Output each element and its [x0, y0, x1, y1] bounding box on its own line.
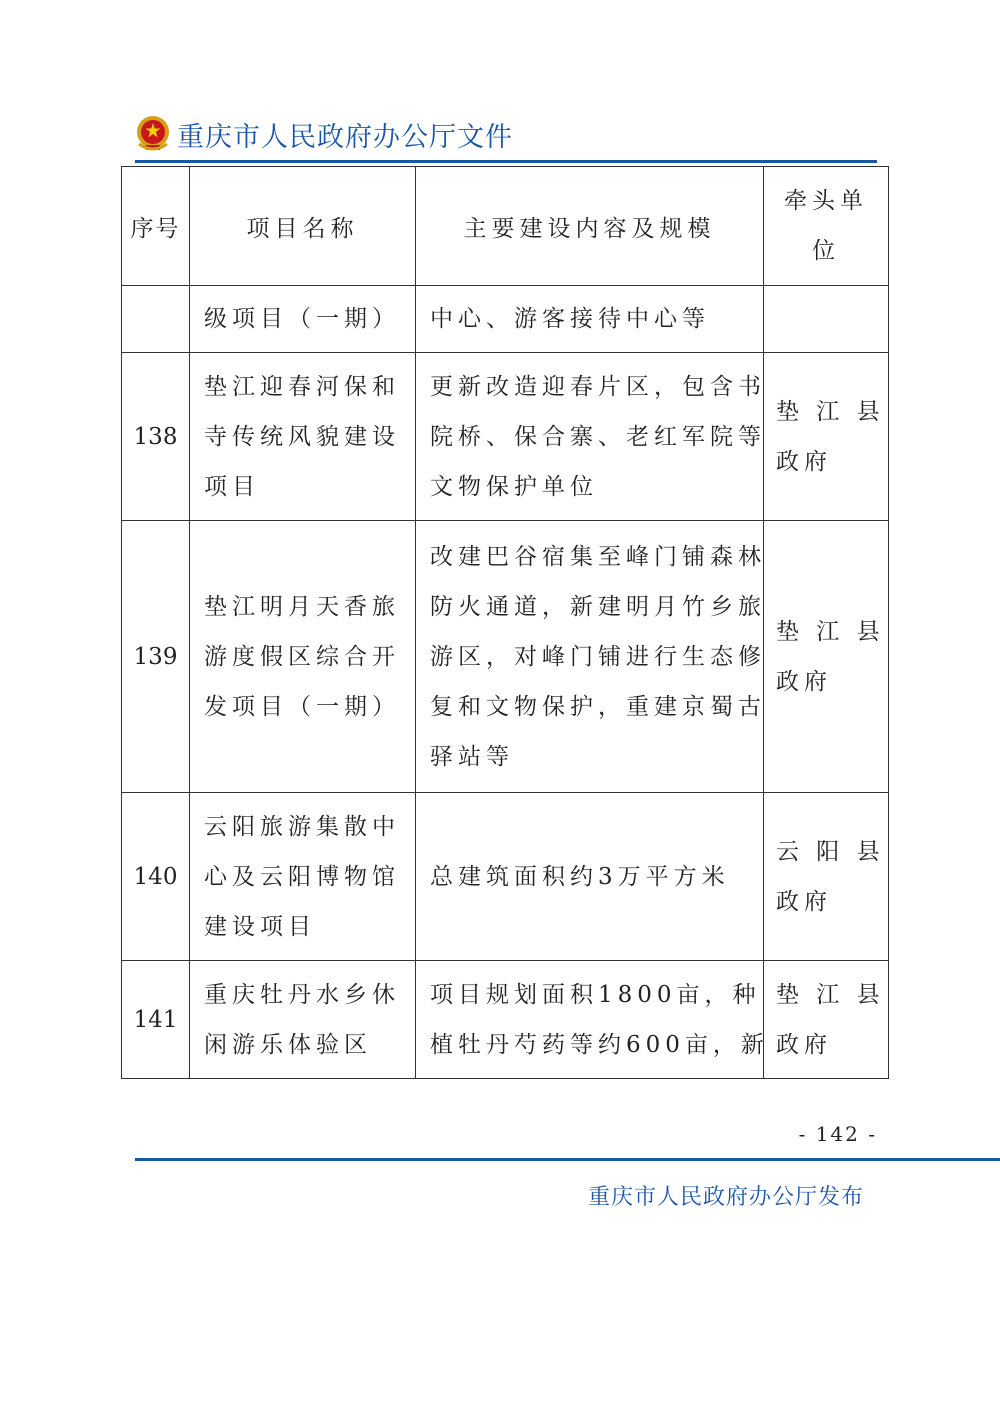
- cell-content: [416, 793, 764, 961]
- cell-project-name-line: 寺传统风貌建设: [204, 423, 400, 450]
- table-row: [122, 353, 889, 521]
- cell-content-line: 改建巴谷宿集至峰门铺森林: [430, 543, 766, 570]
- cell-index: 141: [122, 961, 190, 1079]
- cell-content-line: 游区，对峰门铺进行生态修: [430, 643, 766, 670]
- cell-content: [416, 961, 769, 1079]
- cell-project-name-line: 闲游乐体验区: [204, 1031, 372, 1058]
- cell-content-line: 植牡丹芍药等约600亩，新: [430, 1031, 769, 1058]
- cell-project-name-line: 云阳旅游集散中: [204, 813, 400, 840]
- footer-divider: [135, 1158, 1000, 1161]
- cell-project-name-line: 级项目（一期）: [204, 306, 400, 332]
- cell-content-line: 院桥、保合寨、老红军院等: [430, 423, 766, 450]
- table-row: [122, 286, 889, 353]
- table-row: [122, 961, 889, 1079]
- cell-project-name: [190, 353, 416, 521]
- column-header-index: 序号: [122, 167, 190, 286]
- cell-lead-unit-line: 政府: [776, 888, 832, 915]
- cell-project-name-line: 建设项目: [204, 913, 316, 940]
- footer-publisher: 重庆市人民政府办公厅发布: [587, 1185, 864, 1210]
- cell-lead-unit-line: 云 阳 县: [776, 838, 885, 865]
- cell-content-line: 复和文物保护，重建京蜀古: [430, 693, 766, 720]
- cell-project-name: [190, 961, 416, 1079]
- cell-lead-unit: [764, 353, 889, 521]
- cell-project-name-line: 发项目（一期）: [204, 693, 400, 720]
- cell-project-name: [190, 793, 416, 961]
- document-header: [135, 112, 513, 156]
- cell-lead-unit: [764, 793, 889, 961]
- cell-lead-unit-line: 政府: [776, 668, 832, 695]
- cell-project-name: [190, 286, 416, 353]
- cell-content-line: 中心、游客接待中心等: [430, 306, 710, 332]
- cell-index: 140: [122, 793, 190, 961]
- cell-project-name-line: 项目: [204, 473, 260, 500]
- header-title: 重庆市人民政府办公厅文件: [177, 121, 513, 153]
- cell-content: [416, 521, 764, 793]
- cell-content-line: 防火通道，新建明月竹乡旅: [430, 593, 766, 620]
- cell-project-name-line: 游度假区综合开: [204, 643, 400, 670]
- cell-project-name-line: 垫江明月天香旅: [204, 593, 400, 620]
- column-header-lead-line: 位: [812, 238, 840, 264]
- cell-content-line: 文物保护单位: [430, 473, 598, 500]
- cell-lead-unit-line: 垫 江 县: [776, 398, 885, 425]
- cell-lead-unit-line: 垫 江 县: [776, 981, 885, 1008]
- column-header-content: 主要建设内容及规模: [416, 167, 764, 286]
- cell-project-name-line: 垫江迎春河保和: [204, 373, 400, 400]
- cell-content-line: 项目规划面积1800亩，种: [430, 981, 761, 1008]
- cell-content: [416, 286, 764, 353]
- cell-lead-unit: [764, 521, 889, 793]
- cell-lead-unit: [764, 961, 889, 1079]
- cell-lead-unit-line: 垫 江 县: [776, 618, 885, 645]
- cell-lead-unit-line: 政府: [776, 448, 832, 475]
- cell-content-line: 更新改造迎春片区，包含书: [430, 373, 766, 400]
- cell-index: [122, 286, 190, 353]
- cell-lead-unit-line: 政府: [776, 1031, 832, 1058]
- cell-content-line: 驿站等: [430, 743, 514, 770]
- national-emblem-icon: [135, 114, 171, 154]
- cell-project-name: [190, 521, 416, 793]
- cell-index: 138: [122, 353, 190, 521]
- table-header-row: [122, 167, 889, 286]
- table-row: [122, 521, 889, 793]
- header-divider: [135, 160, 877, 163]
- cell-project-name-line: 重庆牡丹水乡休: [204, 981, 400, 1008]
- cell-content: [416, 353, 764, 521]
- cell-content-line: 总建筑面积约3万平方米: [430, 863, 730, 890]
- page-number: - 142 -: [798, 1122, 877, 1146]
- cell-project-name-line: 心及云阳博物馆: [204, 863, 400, 890]
- table-row: [122, 793, 889, 961]
- project-table: [121, 166, 889, 1079]
- column-header-lead-line: 牵头单: [784, 188, 868, 214]
- cell-index: 139: [122, 521, 190, 793]
- column-header-name: 项目名称: [190, 167, 416, 286]
- column-header-lead: [764, 167, 889, 286]
- cell-lead-unit: [764, 286, 889, 353]
